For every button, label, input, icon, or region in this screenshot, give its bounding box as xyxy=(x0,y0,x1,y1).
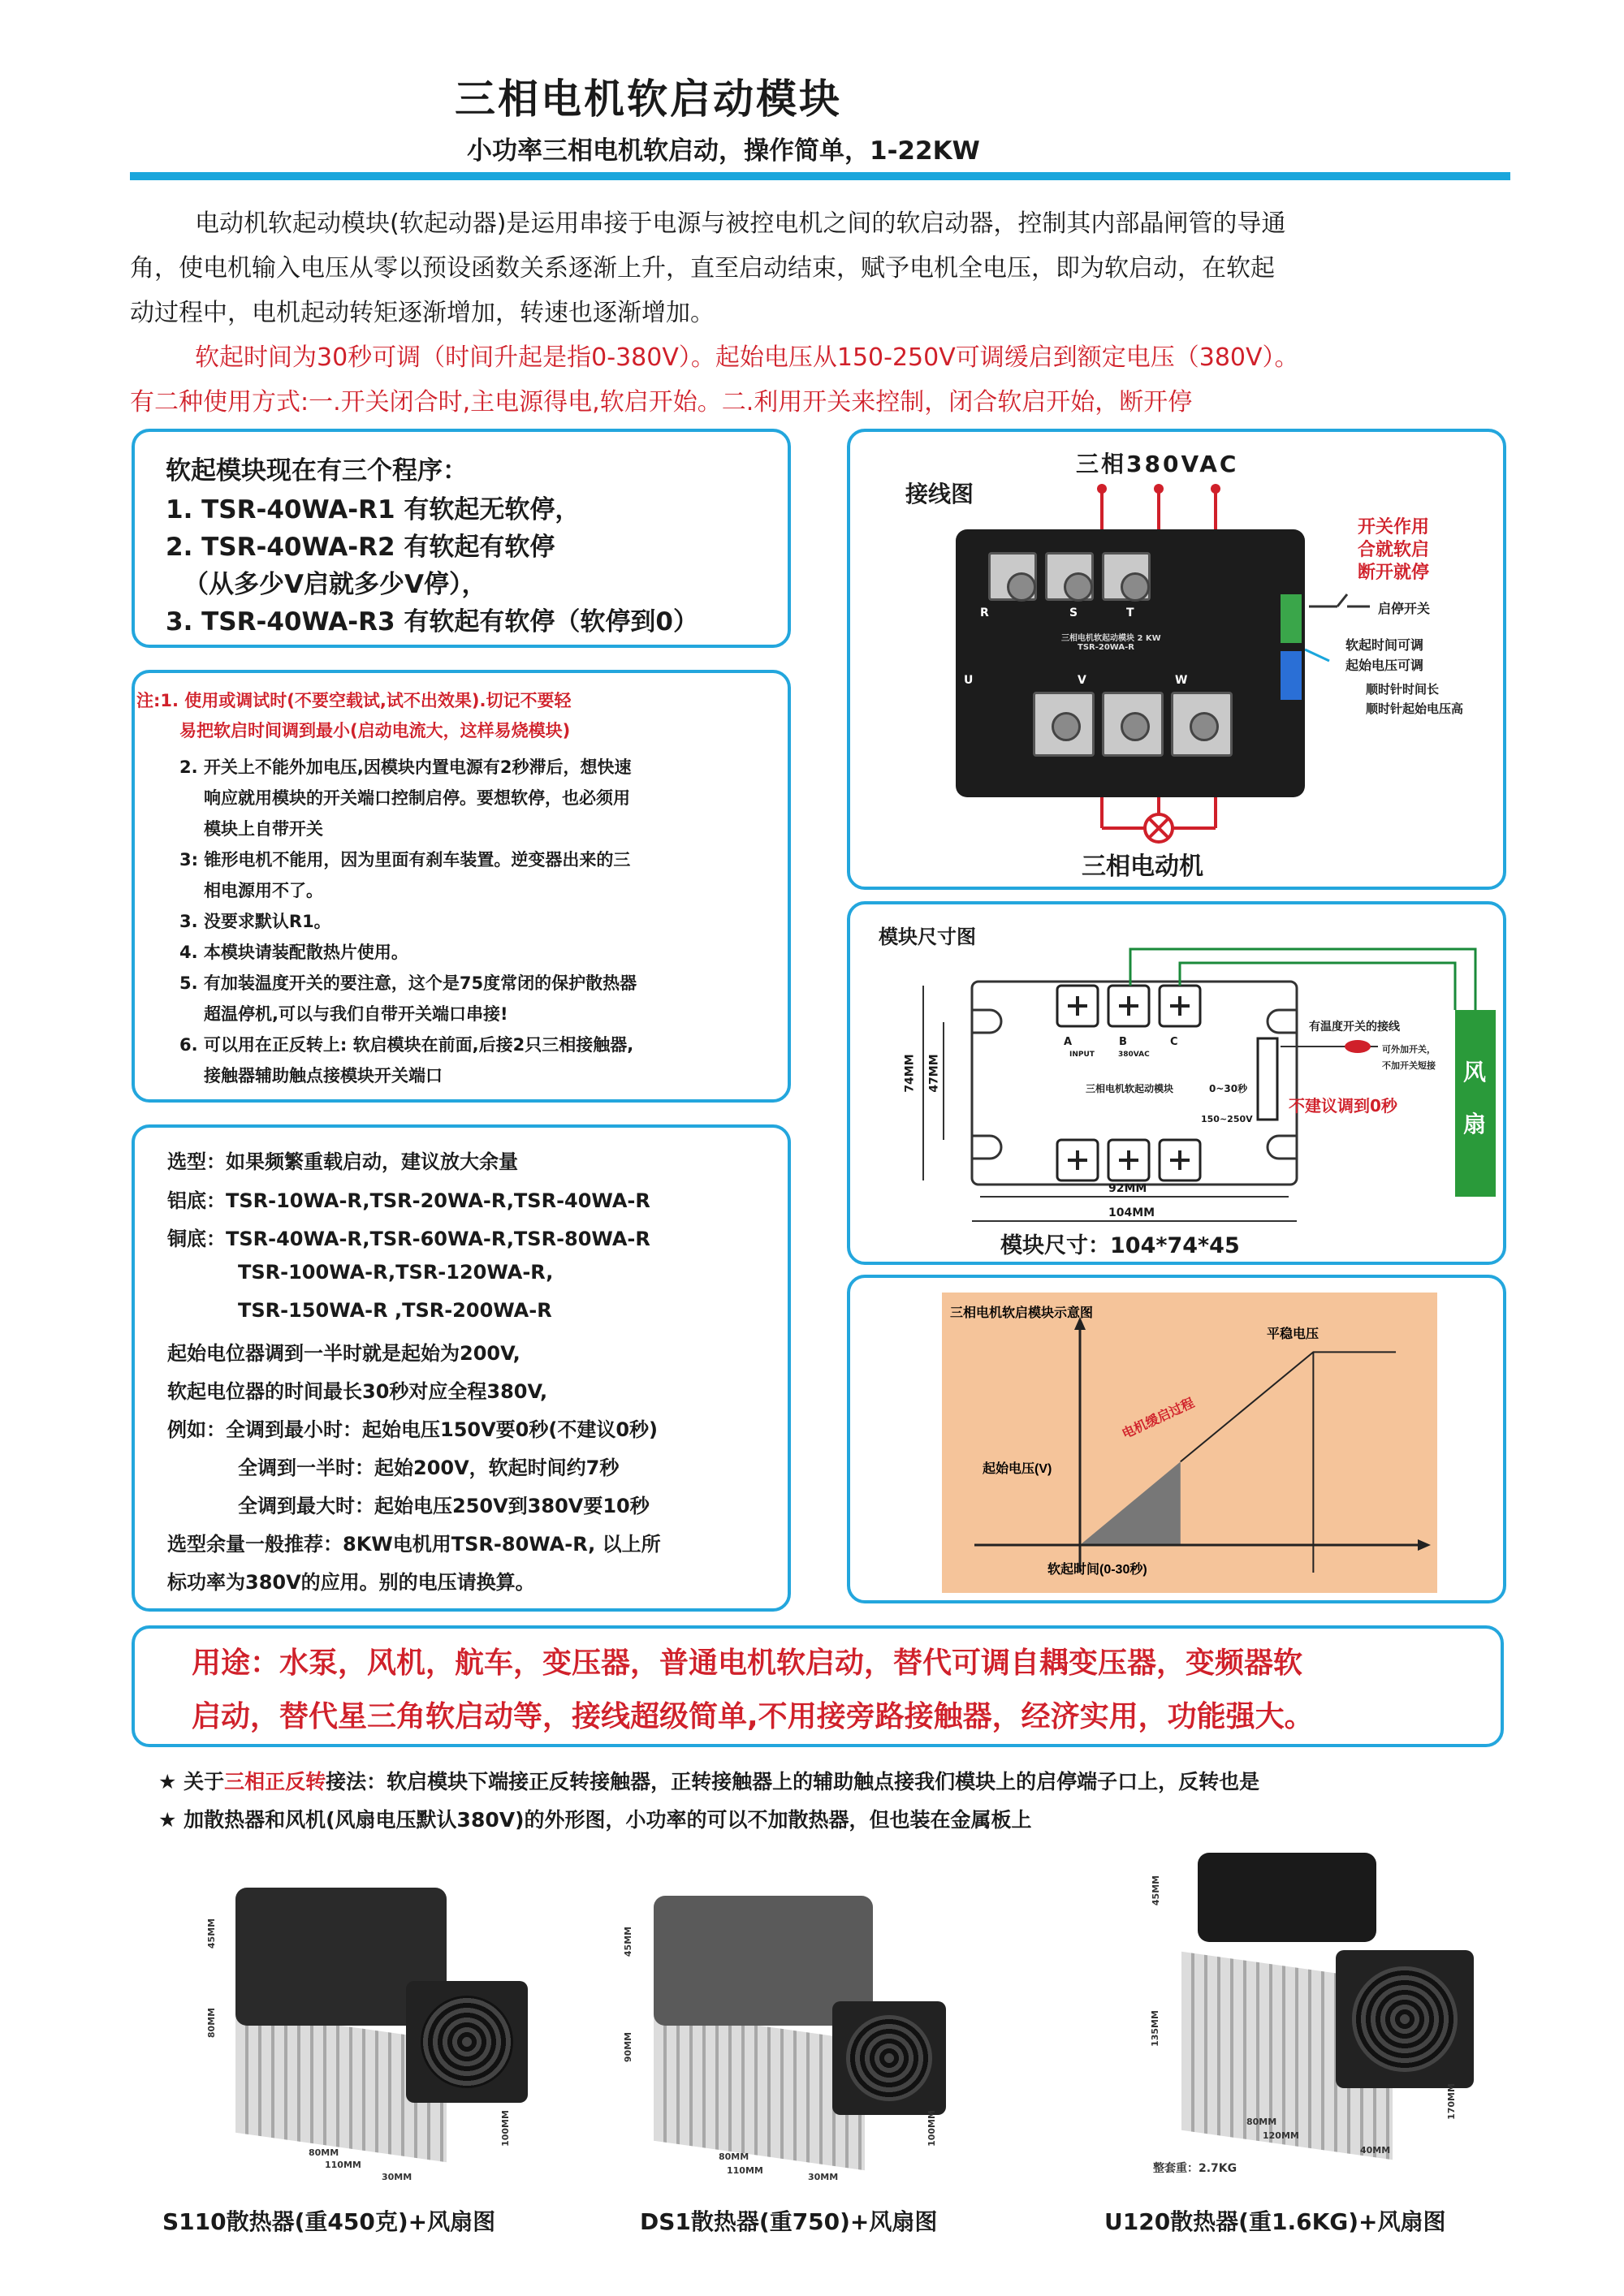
reversing-note-highlight: 三相正反转 xyxy=(224,1770,326,1793)
u120-total-weight: 整套重：2.7KG xyxy=(1153,2162,1237,2175)
program-r2-note: （从多少V启就多少V停）， xyxy=(184,570,487,599)
u120-dim-3: 80MM xyxy=(1246,2117,1277,2127)
note-1a: 注:1. 使用或调试时(不要空载试,试不出效果).切记不要轻 xyxy=(136,691,572,710)
terminal-s xyxy=(1045,552,1094,601)
fan-label: 风扇 xyxy=(1463,1059,1487,1137)
sel-line-2: 铝底：TSR-10WA-R,TSR-20WA-R,TSR-40WA-R xyxy=(167,1189,650,1212)
dimension-drawing-box xyxy=(847,901,1506,1265)
sel-line-11: 选型余量一般推荐：8KW电机用TSR-80WA-R, 以上所 xyxy=(167,1533,661,1556)
product-ds1-caption: DS1散热器(重750)+风扇图 xyxy=(640,2208,938,2235)
input-label: INPUT xyxy=(1069,1051,1095,1059)
reversing-note-prefix: ★ 关于 xyxy=(158,1770,225,1793)
soft-starter-module-photo xyxy=(956,529,1305,797)
intro-line-3: 动过程中，电机起动转矩逐渐增加，转速也逐渐增加。 xyxy=(130,299,715,327)
time-range-label: 0~30秒 xyxy=(1209,1083,1248,1094)
terminal-c-label: C xyxy=(1170,1036,1178,1048)
switch-terminal-block xyxy=(1281,594,1302,643)
warning-zero-seconds: 不建议调到0秒 xyxy=(1289,1096,1397,1116)
note-6a: 5. 有加装温度开关的要注意，这个是75度常闭的保护散热器 xyxy=(179,973,637,993)
note-3a: 3: 锥形电机不能用，因为里面有刹车装置。逆变器出来的三 xyxy=(179,850,631,870)
program-r1: 1. TSR-40WA-R1 有软起无软停， xyxy=(166,495,581,524)
chart-x-label: 软起时间(0-30秒) xyxy=(1047,1563,1147,1577)
terminal-v-label: V xyxy=(1078,674,1086,687)
note-1b: 易把软启时间调到最小(启动电流大，这样易烧模块) xyxy=(179,721,571,740)
sel-line-3: 铜底：TSR-40WA-R,TSR-60WA-R,TSR-80WA-R xyxy=(167,1228,650,1250)
module-size-label: 模块尺寸：104*74*45 xyxy=(1000,1233,1240,1258)
sel-line-5: TSR-150WA-R ,TSR-200WA-R xyxy=(238,1299,552,1322)
soft-start-chart xyxy=(942,1293,1437,1593)
product-u120-caption: U120散热器(重1.6KG)+风扇图 xyxy=(1104,2208,1446,2235)
note-3b: 相电源用不了。 xyxy=(204,881,323,900)
usage-box xyxy=(132,1625,1504,1747)
note-7a: 6. 可以用在正反转上: 软启模块在前面,后接2只三相接触器, xyxy=(179,1035,634,1055)
sel-line-8: 例如：全调到最小时：起始电压150V要0秒(不建议0秒) xyxy=(167,1418,659,1441)
dimension-heading: 模块尺寸图 xyxy=(879,926,976,948)
chart-title: 三相电机软启模块示意图 xyxy=(950,1306,1094,1320)
intro-line-1: 电动机软起动模块(软起动器)是运用串接于电源与被控电机之间的软启动器，控制其内部晶闸管的导通 xyxy=(195,209,1286,238)
terminal-v xyxy=(1102,692,1164,757)
ds1-dim-3: 80MM xyxy=(719,2151,749,2162)
chart-ramp-label: 电机缓启过程 xyxy=(1120,1396,1197,1442)
terminal-u xyxy=(1033,692,1095,757)
u120-dim-5: 40MM xyxy=(1360,2145,1391,2156)
ds1-dim-5: 30MM xyxy=(808,2172,839,2182)
ds1-dim-2: 90MM xyxy=(623,2031,634,2063)
terminal-t-label: T xyxy=(1126,606,1134,619)
s110-dim-3: 80MM xyxy=(309,2147,339,2158)
motor-label: 三相电动机 xyxy=(1082,852,1203,881)
ds1-dim-6: 100MM xyxy=(926,2110,937,2147)
no-switch-label: 不加开关短接 xyxy=(1382,1060,1436,1071)
dim-74mm: 74MM xyxy=(903,1054,917,1093)
soft-start-chart-box xyxy=(847,1275,1506,1603)
u120-dim-2: 135MM xyxy=(1149,2010,1160,2047)
reversing-note xyxy=(158,1766,1259,1795)
note-2c: 模块上自带开关 xyxy=(204,819,323,839)
u120-fan xyxy=(1336,1950,1474,2088)
adj-voltage-label: 起始电压可调 xyxy=(1345,658,1424,673)
ds1-fan xyxy=(832,2001,946,2115)
heatsink-note: ★ 加散热器和风机(风扇电压默认380V)的外形图，小功率的可以不加散热器，但也装在金属板上 xyxy=(158,1808,1032,1832)
page-subtitle: 小功率三相电机软启动，操作简单，1-22KW xyxy=(467,136,980,166)
terminal-s-label: S xyxy=(1069,606,1078,619)
usage-line-2: 启动，替代星三角软启动等，接线超级简单,不用接旁路接触器，经济实用，功能强大。 xyxy=(192,1700,1314,1733)
reversing-note-text: 接法：软启模块下端接正反转接触器，正转接触器上的辅助触点接我们模块上的启停端子口上，反转也是 xyxy=(326,1770,1260,1793)
u120-dim-1: 45MM xyxy=(1151,1875,1162,1906)
notes-box xyxy=(132,670,791,1103)
voltage-range-label: 150~250V xyxy=(1201,1114,1253,1124)
cw-time-label: 顺时针时间长 xyxy=(1366,682,1440,697)
dimension-drawing xyxy=(850,904,1503,1262)
s110-dim-1: 45MM xyxy=(206,1918,218,1949)
programs-box xyxy=(132,429,791,648)
sel-line-12: 标功率为380V的应用。别的电压请换算。 xyxy=(167,1571,535,1594)
wiring-diagram-box xyxy=(847,429,1506,890)
switch-note-3: 断开就停 xyxy=(1358,563,1430,583)
note-7b: 接触器辅助触点接模块开关端口 xyxy=(204,1066,443,1085)
terminal-r xyxy=(988,552,1037,601)
s110-dim-6: 100MM xyxy=(499,2110,511,2147)
dim-92mm: 92MM xyxy=(1108,1182,1147,1195)
terminal-u-label: U xyxy=(964,674,974,687)
ds1-dim-1: 45MM xyxy=(623,1926,634,1957)
note-6b: 超温停机,可以与我们自带开关端口串接! xyxy=(204,1004,508,1024)
u120-dim-4: 120MM xyxy=(1263,2130,1299,2141)
sel-line-4: TSR-100WA-R,TSR-120WA-R, xyxy=(238,1261,554,1284)
sel-line-1: 选型：如果频繁重载启动，建议放大余量 xyxy=(167,1150,518,1173)
intro-red-line-1: 软起时间为30秒可调（时间升起是指0-380V）。起始电压从150-250V可调缓启到额定电压（380V）。 xyxy=(195,343,1299,372)
adj-time-label: 软起时间可调 xyxy=(1345,637,1424,653)
s110-dim-2: 80MM xyxy=(206,2007,218,2039)
sel-line-9: 全调到一半时：起始200V，软起时间约7秒 xyxy=(238,1457,620,1479)
terminal-b-label: B xyxy=(1119,1036,1127,1048)
sel-line-6: 起始电位器调到一半时就是起始为200V, xyxy=(167,1342,520,1365)
chart-background xyxy=(942,1293,1437,1593)
page-title: 三相电机软启动模块 xyxy=(455,76,842,123)
note-2a: 2. 开关上不能外加电压,因模块内置电源有2秒滞后，想快速 xyxy=(179,757,632,777)
product-ds1-photo xyxy=(605,1863,946,2196)
v380-label: 380VAC xyxy=(1118,1051,1150,1059)
cw-voltage-label: 顺时针起始电压高 xyxy=(1366,701,1464,716)
product-s110-photo xyxy=(187,1855,528,2196)
s110-fan xyxy=(406,1981,528,2103)
s110-dim-4: 110MM xyxy=(325,2160,361,2170)
intro-line-2: 角，使电机输入电压从零以预设函数关系逐渐上升，直至启动结束，赋予电机全电压，即为软启动，在软起 xyxy=(130,254,1275,283)
switch-note-2: 合就软启 xyxy=(1358,540,1430,560)
temp-switch-label: 有温度开关的接线 xyxy=(1309,1021,1400,1034)
switch-note-1: 开关作用 xyxy=(1358,517,1430,537)
terminal-r-label: R xyxy=(980,606,989,619)
terminal-t xyxy=(1102,552,1151,601)
selection-box xyxy=(132,1124,791,1612)
program-r2: 2. TSR-40WA-R2 有软起有软停 xyxy=(166,533,555,562)
u120-dim-6: 170MM xyxy=(1445,2083,1457,2120)
module-name-label: 三相电机软起动模块 xyxy=(1086,1083,1174,1094)
s110-dim-5: 30MM xyxy=(382,2172,412,2182)
chart-y-label: 起始电压(V) xyxy=(983,1462,1052,1476)
usage-line-1: 用途：水泵，风机，航车，变压器，普通电机软启动，替代可调自耦变压器，变频器软 xyxy=(192,1646,1303,1680)
product-u120-photo xyxy=(1133,1836,1474,2177)
wiring-heading: 接线图 xyxy=(905,481,974,507)
module-model-label: TSR-20WA-R xyxy=(1078,643,1134,652)
u120-module xyxy=(1198,1853,1376,1942)
product-s110-caption: S110散热器(重450克)+风扇图 xyxy=(162,2208,496,2235)
start-stop-label: 启停开关 xyxy=(1378,601,1431,616)
wiring-power-label: 三相380VAC xyxy=(1076,451,1239,477)
potentiometer-block xyxy=(1281,651,1302,700)
program-r3: 3. TSR-40WA-R3 有软起有软停（软停到0） xyxy=(166,607,698,637)
dim-47mm: 47MM xyxy=(927,1054,941,1093)
intro-paragraph xyxy=(130,201,1510,425)
note-2b: 响应就用模块的开关端口控制启停。要想软停，也必须用 xyxy=(204,788,630,808)
intro-red-line-2: 有二种使用方式:一.开关闭合时,主电源得电,软启开始。二.利用开关来控制，闭合软启开始，断开停 xyxy=(130,388,1193,416)
module-small-label: 三相电机软起动模块 2 KW xyxy=(1061,634,1161,643)
title-divider xyxy=(130,172,1510,180)
ext-switch-label: 可外加开关， xyxy=(1382,1044,1436,1055)
programs-heading: 软起模块现在有三个程序： xyxy=(166,456,468,486)
terminal-w-label: W xyxy=(1175,674,1188,687)
ds1-dim-4: 110MM xyxy=(727,2165,763,2176)
sel-line-7: 软起电位器的时间最长30秒对应全程380V, xyxy=(167,1380,548,1403)
terminal-a-label: A xyxy=(1064,1036,1073,1048)
terminal-w xyxy=(1171,692,1233,757)
note-5: 4. 本模块请装配散热片使用。 xyxy=(179,943,408,962)
dim-104mm: 104MM xyxy=(1108,1206,1155,1219)
chart-steady-label: 平稳电压 xyxy=(1267,1327,1320,1341)
note-4: 3. 没要求默认R1。 xyxy=(179,912,331,931)
sel-line-10: 全调到最大时：起始电压250V到380V要10秒 xyxy=(238,1495,650,1517)
